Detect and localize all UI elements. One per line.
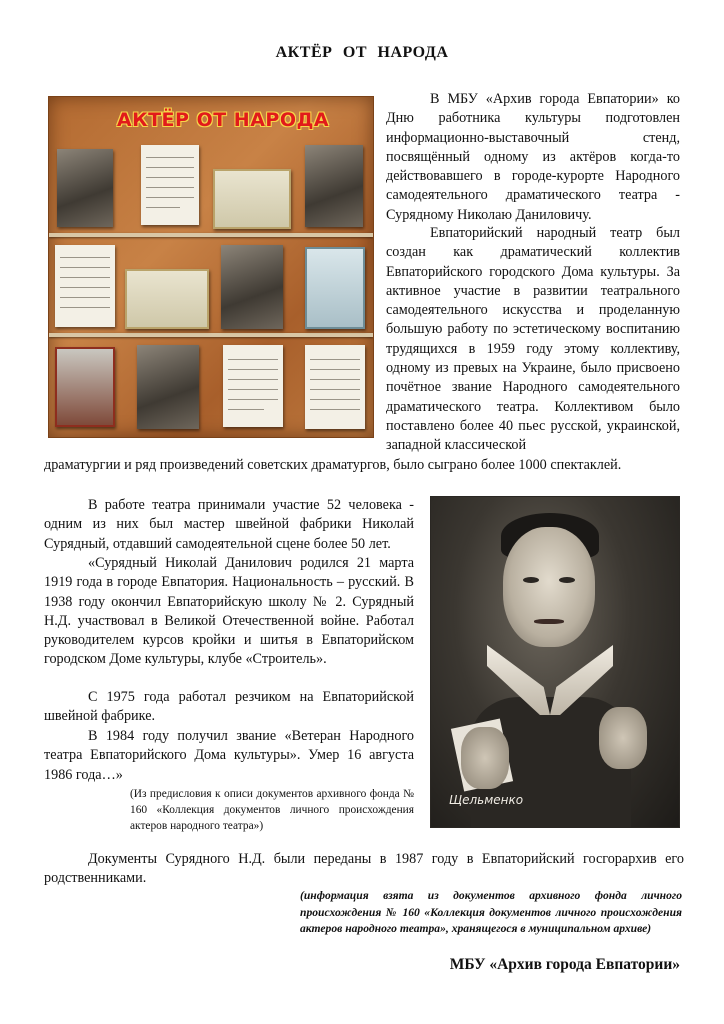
stand-photo	[57, 149, 113, 227]
portrait-eye	[523, 577, 539, 583]
transfer-paragraph: Документы Сурядного Н.Д. были переданы в 1987 году в Евпаторийский госгорархив его родственниками.	[44, 851, 684, 887]
body-paragraph: В 1984 году получил звание «Ветеран Народного театра Евпаторийского Дома культуры». Умер 16 августа 1986 года…»	[44, 728, 414, 783]
stand-shelf	[49, 233, 373, 237]
biography-paragraph: «Сурядный Николай Данилович родился 21 марта 1919 года в городе Евпатория. Национальность – русский. В 1938 году окончил Евпаторийскую школу № 2. Сурядный Н.Д. участвовал в Великой Отечественной войне. Работал руководителем курсов кройки и шитья в Евпаторийском городском Доме культуры, клубе «Строитель».	[44, 555, 414, 668]
stand-certificate	[213, 169, 291, 229]
footer-organization: МБУ «Архив города Евпатории»	[449, 956, 680, 973]
stand-photo	[305, 145, 363, 227]
stand-certificate	[305, 247, 365, 329]
stand-document	[223, 345, 283, 427]
portrait-mouth	[534, 619, 564, 624]
body-paragraph: В работе театра принимали участие 52 человека - одним из них был мастер швейной фабрики Николай Сурядный, отдавший самодеятельной сцене более 50 лет.	[44, 497, 414, 552]
stand-certificate	[125, 269, 209, 329]
intro-paragraph: В МБУ «Архив города Евпатории» ко Дню работника культуры подготовлен информационно-выставочный стенд, посвящённый одному из актёров когда-то действовавшего в городе-курорте Народного самодеятельного драматического театра - Сурядному Николаю Даниловичу.	[386, 91, 680, 223]
actor-portrait-photo	[430, 496, 680, 828]
portrait-hand	[599, 707, 647, 769]
portrait-hand	[461, 727, 509, 789]
page-title: АКТЁР ОТ НАРОДА	[275, 44, 449, 61]
stand-photo	[137, 345, 199, 429]
portrait-signature: Щельменко	[449, 793, 524, 807]
stand-certificate	[55, 347, 115, 427]
intro-paragraph: Евпаторийский народный театр был создан как драматический коллектив Евпаторийского городского Дома культуры. За активное участие в развитии театрального самодеятельного искусства и проделанную большую работу по эстетическому воспитанию трудящихся в 1959 году этому коллективу, одному из превых на Украине, было присвоено почётное звание Народного самодеятельного драматического театра. Коллективом было поставлено более 40 пьес русской, украинской, западной классической	[386, 225, 680, 454]
stand-document	[305, 345, 365, 429]
intro-paragraph-continuation: драматургии и ряд произведений советских драматургов, было сыграно более 1000 спектаклей.	[44, 457, 622, 473]
exhibition-stand-photo	[48, 96, 374, 438]
portrait-face	[503, 527, 595, 647]
stand-banner-title: АКТЁР ОТ НАРОДА	[116, 109, 330, 131]
stand-document	[55, 245, 115, 327]
body-paragraph: С 1975 года работал резчиком на Евпаторийской швейной фабрике.	[44, 689, 414, 725]
source-note: (информация взята из документов архивного фонда личного происхождения № 160 «Коллекция документов личного происхождения актеров народного театра», хранящегося в муниципальном архиве)	[300, 889, 682, 935]
stand-photo	[221, 245, 283, 329]
stand-shelf	[49, 333, 373, 337]
portrait-eye	[559, 577, 575, 583]
stand-document	[141, 145, 199, 225]
citation-note: (Из предисловия к описи документов архивного фонда № 160 «Коллекция документов личного происхождения актеров народного театра»)	[130, 788, 414, 832]
